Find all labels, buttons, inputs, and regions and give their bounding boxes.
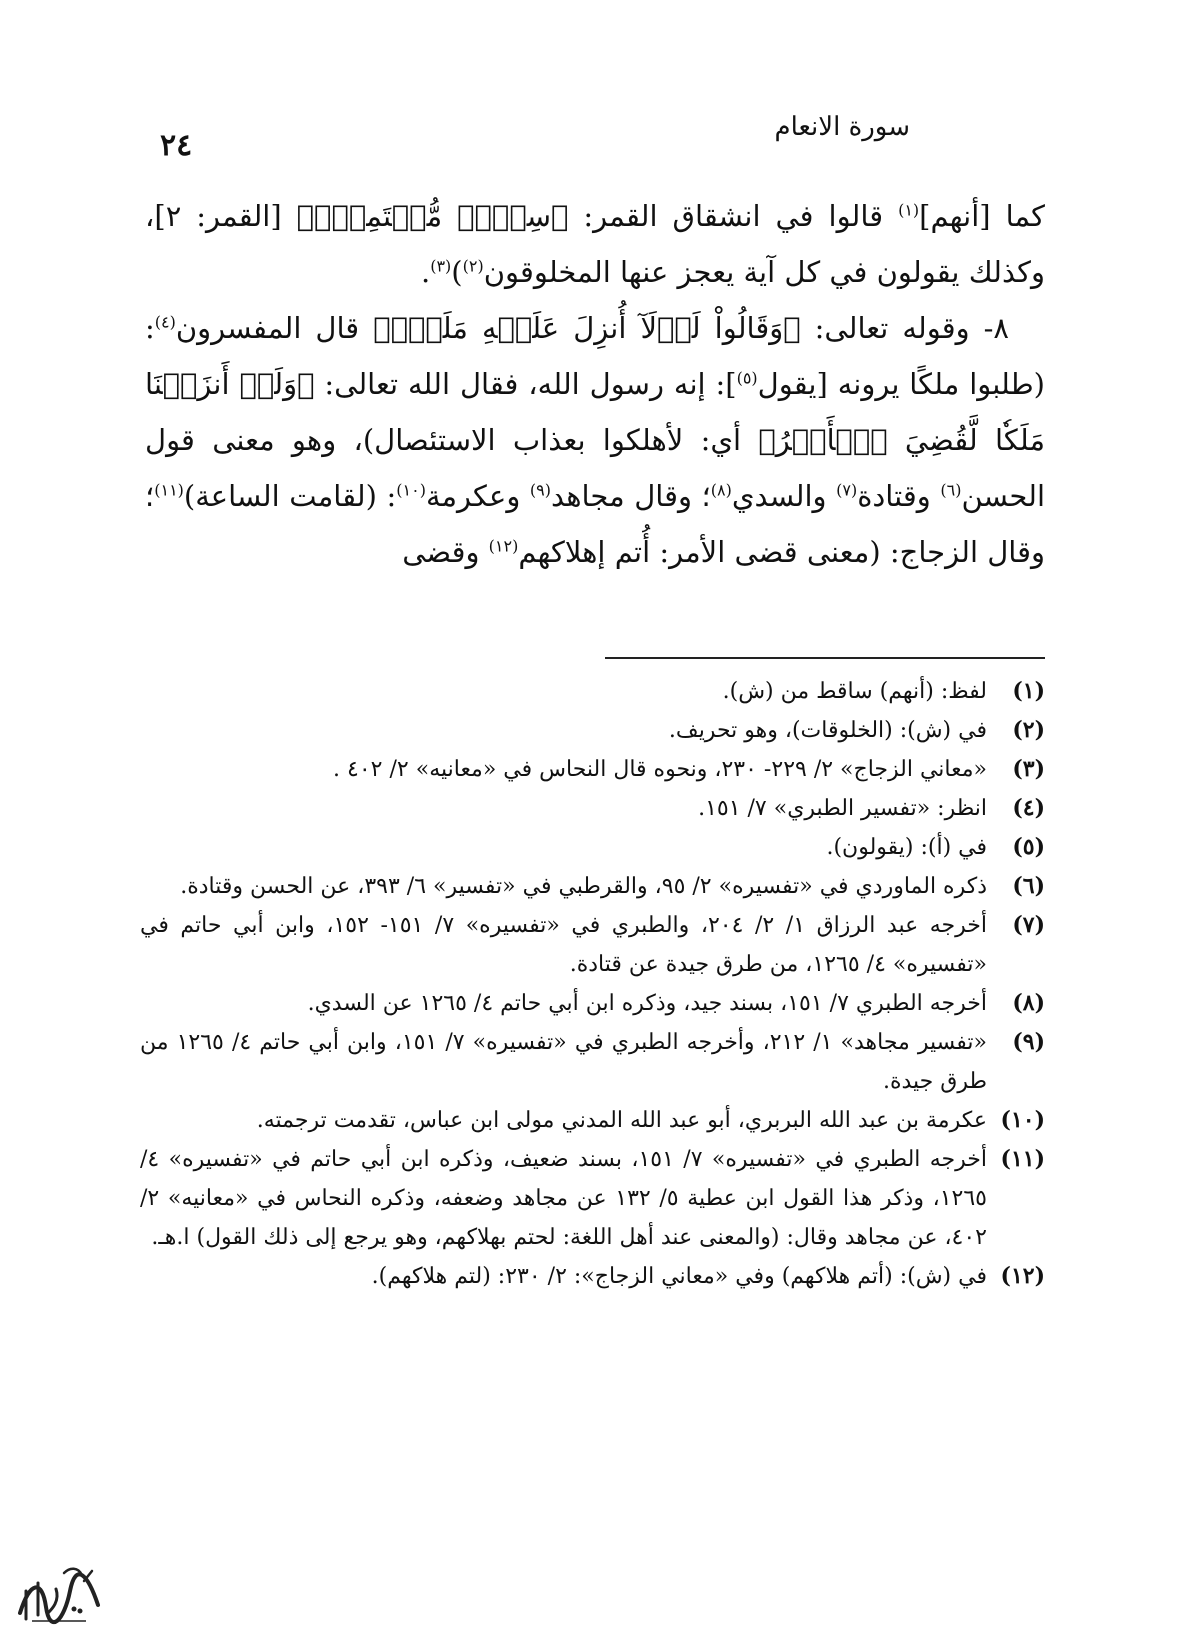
footnote-separator xyxy=(605,657,1045,659)
page-number: ٢٤ xyxy=(160,128,193,163)
text-segment: ]: إنه رسول الله، فقال الله تعالى: ﴿وَلَوۡ أَنزَلۡنَا مَلَكٗا لَّقُضِيَ ٱلۡأَمۡرُ﴾ أي: لأهلكوا بعذاب الاستئصال)، وهو معنى قول الحسن xyxy=(145,367,1045,513)
footnote-number: (٦) xyxy=(1012,873,1045,899)
text-segment: ٨- وقوله تعالى: ﴿وَقَالُواْ لَوۡلَآ أُنزِلَ عَلَيۡهِ مَلَكٞۖ﴾ قال المفسرون xyxy=(175,311,1009,345)
footnote-text: أخرجه الطبري ٧/ ١٥١، بسند جيد، وذكره ابن أبي حاتم ٤/ ١٢٦٥ عن السدي. xyxy=(307,991,987,1016)
footnote-marker[interactable]: (٣) xyxy=(430,256,452,276)
text-segment: . xyxy=(420,255,431,289)
footnote-text: أخرجه الطبري في «تفسيره» ٧/ ١٥١، بسند ضعيف، وذكره ابن أبي حاتم في «تفسيره» ٤/ ١٢٦٥، وذكر هذا القول ابن عطية ٥/ ١٣٢ عن مجاهد وضعفه، وذكره النحاس في «معانيه» ٢/ ٤٠٢، عن مجاهد وقال: (والمعنى عند أهل اللغة: لحتم بهلاكهم، وهو يرجع إلى ذلك القول) ا.هـ. xyxy=(140,1147,988,1250)
footnote-item xyxy=(140,984,1045,1023)
footnote-text: عكرمة بن عبد الله البربري، أبو عبد الله المدني مولى ابن عباس، تقدمت ترجمته. xyxy=(256,1108,987,1133)
footnote-text: «معاني الزجاج» ٢/ ٢٢٩- ٢٣٠، ونحوه قال النحاس في «معانيه» ٢/ ٤٠٢ . xyxy=(333,757,987,782)
footnote-number: (١) xyxy=(1012,678,1045,704)
footnote-text: ذكره الماوردي في «تفسيره» ٢/ ٩٥، والقرطبي في «تفسير» ٦/ ٣٩٣، عن الحسن وقتادة. xyxy=(180,874,987,899)
footnote-item xyxy=(140,1257,1045,1296)
footnote-text: في (ش): (أتم هلاكهم) وفي «معاني الزجاج»: ٢/ ٢٣٠: (لتم هلاكهم). xyxy=(371,1264,987,1289)
footnote-number: (١١) xyxy=(1000,1146,1045,1172)
footnote-number: (١٠) xyxy=(1000,1107,1045,1133)
main-text xyxy=(145,188,1045,580)
footnote-marker[interactable]: (٢) xyxy=(462,256,484,276)
footnote-number: (٤) xyxy=(1012,795,1045,821)
text-segment: : (طلبوا ملكًا يرونه [يقول xyxy=(145,311,1045,401)
footnote-item xyxy=(140,672,1045,711)
footnote-text: انظر: «تفسير الطبري» ٧/ ١٥١. xyxy=(698,796,987,821)
footnote-text: لفظ: (أنهم) ساقط من (ش). xyxy=(722,679,987,704)
body-paragraph xyxy=(145,300,1045,580)
text-segment: ) xyxy=(451,255,463,289)
text-segment: والسدي xyxy=(731,479,837,513)
footnote-text: أخرجه عبد الرزاق ١/ ٢/ ٢٠٤، والطبري في «تفسيره» ٧/ ١٥١- ١٥٢، وابن أبي حاتم في «تفسيره» ٤/ ١٢٦٥، من طرق جيدة عن قتادة. xyxy=(140,913,988,977)
publisher-logo xyxy=(12,1561,107,1626)
text-segment: كما [أنهم] xyxy=(919,199,1045,233)
footnote-marker[interactable]: (١٢) xyxy=(488,536,519,556)
footnote-marker[interactable]: (٩) xyxy=(529,480,552,500)
footnote-marker[interactable]: (٦) xyxy=(940,480,962,500)
footnote-marker[interactable]: (١٠) xyxy=(396,480,426,500)
text-segment: : (لقامت الساعة) xyxy=(183,479,397,513)
footnotes-list xyxy=(140,672,1045,1296)
surah-name: سورة الانعام xyxy=(774,112,910,142)
text-segment: وقتادة xyxy=(857,479,941,513)
footnote-item xyxy=(140,1023,1045,1101)
footnote-number: (٧) xyxy=(1012,912,1045,938)
footnote-item xyxy=(140,789,1045,828)
footnote-number: (٩) xyxy=(1012,1029,1045,1055)
footnote-item xyxy=(140,1140,1045,1257)
footnote-number: (٣) xyxy=(1012,756,1045,782)
page-header xyxy=(130,100,1050,163)
text-segment: قالوا في انشقاق القمر: ﴿سِحۡرٞ مُّسۡتَمِرّٞ﴾ [القمر: ٢]، وكذلك يقولون في كل آية يعجز عنها المخلوقون xyxy=(145,199,1045,289)
text-segment: وقضى xyxy=(402,535,489,569)
footnote-number: (٢) xyxy=(1012,717,1045,743)
footnote-marker[interactable]: (١١) xyxy=(154,480,184,500)
footnote-item xyxy=(140,906,1045,984)
footnote-marker[interactable]: (٥) xyxy=(736,368,758,388)
footnote-item xyxy=(140,867,1045,906)
footnote-marker[interactable]: (٨) xyxy=(710,480,732,500)
footnote-item xyxy=(140,1101,1045,1140)
footnote-marker[interactable]: (٧) xyxy=(836,480,858,500)
footnote-marker[interactable]: (١) xyxy=(898,200,920,220)
footnote-item xyxy=(140,828,1045,867)
text-segment: ؛ وقال الزجاج: (معنى قضى الأمر: أُتم إهلاكهم xyxy=(145,479,1045,569)
footnote-marker[interactable]: (٤) xyxy=(154,312,176,332)
footnote-text: «تفسير مجاهد» ١/ ٢١٢، وأخرجه الطبري في «تفسيره» ٧/ ١٥١، وابن أبي حاتم ٤/ ١٢٦٥ من طرق جيدة. xyxy=(140,1030,988,1094)
text-segment: ؛ وقال مجاهد xyxy=(551,479,711,513)
footnote-number: (٨) xyxy=(1012,990,1045,1016)
footnote-number: (١٢) xyxy=(1000,1263,1045,1289)
footnote-text: في (أ): (يقولون). xyxy=(826,835,987,860)
calligraphy-logo-icon xyxy=(12,1561,107,1626)
footnote-number: (٥) xyxy=(1012,834,1045,860)
footnote-text: في (ش): (الخلوقات)، وهو تحريف. xyxy=(668,718,987,743)
body-paragraph xyxy=(145,188,1045,300)
footnote-item xyxy=(140,711,1045,750)
footnote-item xyxy=(140,750,1045,789)
text-segment: وعكرمة xyxy=(425,479,530,513)
